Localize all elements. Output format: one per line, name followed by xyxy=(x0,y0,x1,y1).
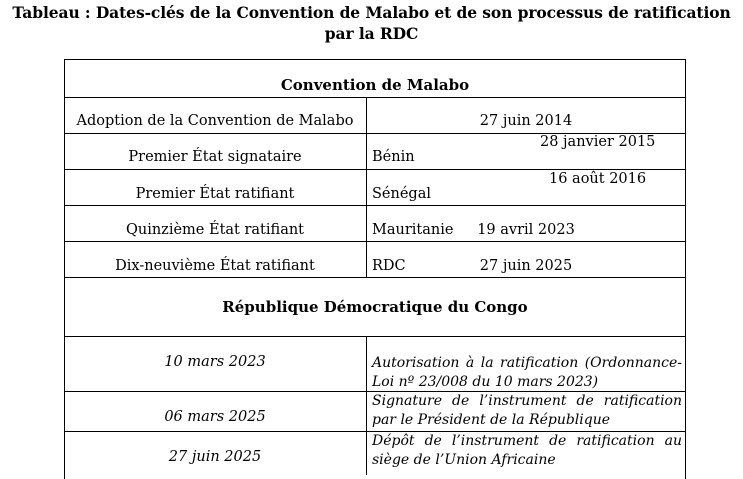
rdc-step-description: Signature de l’instrument de ratification par le Président de la République xyxy=(372,393,682,428)
rdc-step-description: Dépôt de l’instrument de ratification au siège de l’Union Africaine xyxy=(372,433,682,468)
table-caption xyxy=(0,2,743,44)
row-divider xyxy=(64,97,686,98)
milestone-date: 19 avril 2023 xyxy=(477,222,575,238)
milestone-label: Dix-neuvième État ratifiant xyxy=(115,258,315,274)
rdc-step-description: Autorisation à la ratification (Ordonnance-Loi nº 23/008 du 10 mars 2023) xyxy=(372,355,682,390)
milestone-date: 27 juin 2025 xyxy=(479,258,573,274)
column-divider xyxy=(366,133,367,277)
section-heading-rdc: République Démocratique du Congo xyxy=(222,298,528,316)
milestone-label: Premier État ratifiant xyxy=(135,186,295,202)
rdc-step-date: 10 mars 2023 xyxy=(164,354,266,370)
caption-line-1: Tableau : Dates-clés de la Convention de Malabo et de son processus de ratification xyxy=(12,3,731,22)
milestone-label: Quinzième État ratifiant xyxy=(125,222,304,238)
milestone-date: 16 août 2016 xyxy=(549,171,647,187)
row-divider xyxy=(64,241,686,242)
milestone-state: RDC xyxy=(372,258,406,274)
adoption-date: 27 juin 2014 xyxy=(479,113,573,129)
rdc-step-date: 27 juin 2025 xyxy=(168,449,262,465)
milestone-state: Bénin xyxy=(372,149,415,165)
caption-line-2: par la RDC xyxy=(324,24,419,43)
row-divider xyxy=(64,277,686,278)
row-divider xyxy=(64,205,686,206)
milestone-date: 28 janvier 2015 xyxy=(540,134,656,150)
milestone-state: Mauritanie xyxy=(372,222,454,238)
row-divider xyxy=(64,336,686,337)
section-heading-convention: Convention de Malabo xyxy=(280,76,470,94)
milestone-state: Sénégal xyxy=(372,186,431,202)
column-divider xyxy=(366,336,367,475)
milestone-label: Premier État signataire xyxy=(128,149,302,165)
rdc-step-date: 06 mars 2025 xyxy=(164,409,266,425)
adoption-label: Adoption de la Convention de Malabo xyxy=(76,113,354,129)
